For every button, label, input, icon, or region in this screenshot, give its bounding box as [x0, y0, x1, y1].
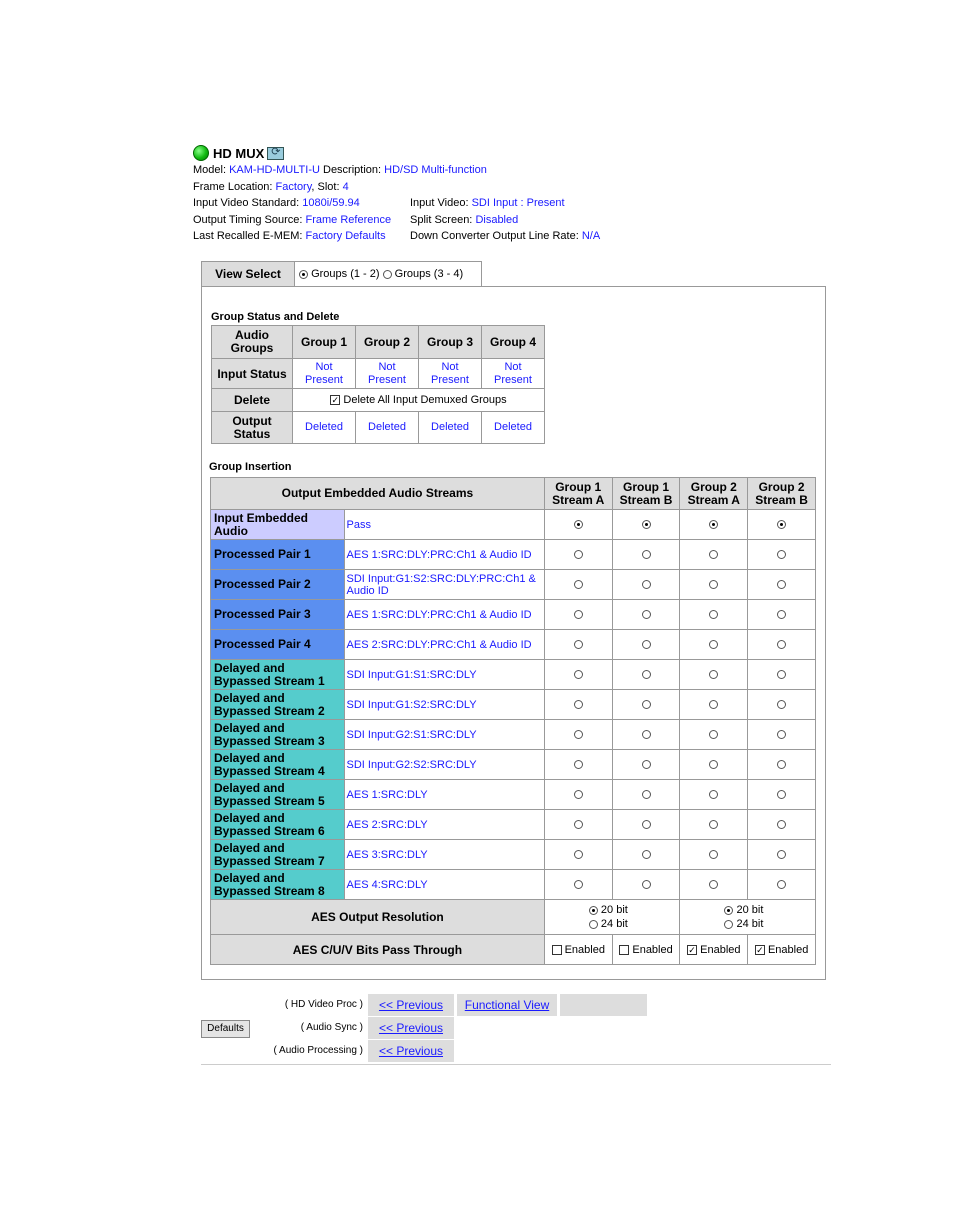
groups-3-4-radio[interactable]	[383, 270, 392, 279]
stream-radio[interactable]	[709, 760, 718, 769]
audio-groups-header: Audio Groups	[212, 326, 293, 359]
stream-col-header: Group 1 Stream A	[544, 478, 612, 510]
aes-resolution-g2: 20 bit 24 bit	[680, 900, 816, 935]
stream-radio-cell	[544, 750, 612, 780]
stream-radio-cell	[748, 600, 816, 630]
stream-radio[interactable]	[642, 820, 651, 829]
cuv-cell: Enabled	[612, 935, 680, 965]
stream-radio-cell	[748, 840, 816, 870]
previous-button[interactable]: << Previous	[368, 1040, 454, 1062]
output-status-label: Output Status	[212, 412, 293, 444]
stream-radio[interactable]	[574, 580, 583, 589]
row-source: AES 2:SRC:DLY	[344, 810, 544, 840]
stream-radio-cell	[748, 870, 816, 900]
stream-radio[interactable]	[777, 610, 786, 619]
stream-radio-cell	[544, 570, 612, 600]
row-source: Pass	[344, 510, 544, 540]
stream-radio[interactable]	[642, 850, 651, 859]
stream-radio[interactable]	[777, 580, 786, 589]
stream-radio-cell	[680, 780, 748, 810]
row-label: Delayed and Bypassed Stream 2	[211, 690, 345, 720]
input-status-value: Not Present	[482, 359, 545, 389]
row-label: Delayed and Bypassed Stream 8	[211, 870, 345, 900]
stream-radio[interactable]	[709, 880, 718, 889]
stream-radio[interactable]	[574, 610, 583, 619]
stream-radio[interactable]	[709, 580, 718, 589]
stream-radio[interactable]	[574, 670, 583, 679]
page-title: HD MUX	[213, 145, 265, 161]
stream-col-header: Group 2 Stream A	[680, 478, 748, 510]
stream-radio[interactable]	[574, 880, 583, 889]
input-status-value: Not Present	[356, 359, 419, 389]
insertion-row	[211, 840, 816, 870]
frame-line: Frame Location: Factory, Slot: 4	[193, 180, 349, 193]
cuv-checkbox[interactable]: ✓	[688, 944, 696, 955]
delete-label: Delete	[212, 389, 293, 412]
row-source: SDI Input:G2:S1:SRC:DLY	[344, 720, 544, 750]
cuv-cell: ✓ Enabled	[748, 935, 816, 965]
row-source: AES 2:SRC:DLY:PRC:Ch1 & Audio ID	[344, 630, 544, 660]
stream-radio[interactable]	[574, 700, 583, 709]
stream-radio[interactable]	[777, 820, 786, 829]
stream-radio[interactable]	[574, 550, 583, 559]
stream-radio[interactable]	[777, 520, 786, 529]
stream-radio-cell	[544, 810, 612, 840]
stream-radio[interactable]	[709, 520, 718, 529]
stream-radio-cell	[680, 750, 748, 780]
stream-radio[interactable]	[777, 850, 786, 859]
cuv-checkbox[interactable]	[619, 945, 629, 955]
audio-processing-label: ( Audio Processing )	[273, 1045, 363, 1056]
ots-line: Output Timing Source: Frame Reference Split Screen: Disabled	[193, 213, 519, 226]
insertion-row	[211, 870, 816, 900]
stream-radio[interactable]	[777, 730, 786, 739]
row-source: AES 3:SRC:DLY	[344, 840, 544, 870]
functional-view-button[interactable]: Functional View	[457, 994, 557, 1016]
stream-radio-cell	[544, 720, 612, 750]
stream-radio-cell	[612, 720, 680, 750]
stream-radio-cell	[748, 510, 816, 540]
stream-radio-cell	[748, 690, 816, 720]
stream-radio[interactable]	[777, 700, 786, 709]
stream-radio[interactable]	[642, 790, 651, 799]
stream-radio[interactable]	[574, 820, 583, 829]
stream-radio-cell	[612, 750, 680, 780]
row-source: SDI Input:G1:S2:SRC:DLY	[344, 690, 544, 720]
insertion-row	[211, 660, 816, 690]
group-header: Group 3	[419, 326, 482, 359]
stream-radio-cell	[544, 660, 612, 690]
row-source: SDI Input:G2:S2:SRC:DLY	[344, 750, 544, 780]
stream-radio[interactable]	[642, 580, 651, 589]
row-source: AES 4:SRC:DLY	[344, 870, 544, 900]
row-label: Processed Pair 4	[211, 630, 345, 660]
output-status-value: Deleted	[356, 412, 419, 444]
stream-radio[interactable]	[709, 850, 718, 859]
delete-cell: ✓ Delete All Input Demuxed Groups	[293, 389, 545, 412]
insertion-row	[211, 570, 816, 600]
stream-radio-cell	[612, 600, 680, 630]
stream-radio[interactable]	[642, 640, 651, 649]
stream-radio[interactable]	[709, 640, 718, 649]
stream-radio[interactable]	[642, 550, 651, 559]
stream-radio[interactable]	[574, 730, 583, 739]
stream-radio-cell	[544, 600, 612, 630]
insertion-row	[211, 750, 816, 780]
row-label: Delayed and Bypassed Stream 5	[211, 780, 345, 810]
stream-radio-cell	[680, 840, 748, 870]
group-status-table	[211, 325, 545, 444]
stream-radio-cell	[748, 750, 816, 780]
stream-radio-cell	[748, 570, 816, 600]
audio-sync-label: ( Audio Sync )	[300, 1022, 363, 1033]
previous-button[interactable]: << Previous	[368, 1017, 454, 1039]
row-label: Delayed and Bypassed Stream 4	[211, 750, 345, 780]
empty-nav-cell	[560, 994, 647, 1016]
stream-radio[interactable]	[574, 850, 583, 859]
stream-radio-cell	[612, 690, 680, 720]
emem-line: Last Recalled E-MEM: Factory Defaults Down Converter Output Line Rate: N/A	[193, 230, 601, 242]
stream-radio[interactable]	[574, 520, 583, 529]
stream-radio-cell	[612, 780, 680, 810]
stream-radio-cell	[680, 870, 748, 900]
stream-radio-cell	[748, 540, 816, 570]
groups-1-2-radio[interactable]	[299, 270, 308, 279]
stream-radio-cell	[544, 870, 612, 900]
stream-radio[interactable]	[709, 610, 718, 619]
stream-col-header: Group 1 Stream B	[612, 478, 680, 510]
stream-radio-cell	[612, 660, 680, 690]
input-status-label: Input Status	[212, 359, 293, 389]
stream-radio-cell	[680, 690, 748, 720]
output-status-value: Deleted	[482, 412, 545, 444]
stream-radio[interactable]	[709, 730, 718, 739]
stream-radio[interactable]	[709, 550, 718, 559]
insertion-row	[211, 630, 816, 660]
stream-radio[interactable]	[777, 550, 786, 559]
row-label: Processed Pair 3	[211, 600, 345, 630]
header	[193, 144, 601, 245]
stream-radio[interactable]	[574, 640, 583, 649]
stream-radio-cell	[680, 600, 748, 630]
stream-radio[interactable]	[574, 760, 583, 769]
stream-radio-cell	[748, 810, 816, 840]
view-select-options: Groups (1 - 2) Groups (3 - 4)	[295, 261, 482, 286]
cuv-cell: Enabled	[544, 935, 612, 965]
status-led-icon	[193, 145, 209, 161]
stream-radio-cell	[748, 780, 816, 810]
cuv-checkbox[interactable]: ✓	[756, 944, 764, 955]
stream-radio[interactable]	[777, 640, 786, 649]
stream-radio-cell	[612, 510, 680, 540]
stream-radio-cell	[612, 570, 680, 600]
cuv-cell: ✓ Enabled	[680, 935, 748, 965]
stream-radio-cell	[544, 840, 612, 870]
model-line: Model: KAM-HD-MULTI-U Description: HD/SD Multi-function	[193, 164, 487, 176]
stream-radio-cell	[612, 630, 680, 660]
row-source: AES 1:SRC:DLY	[344, 780, 544, 810]
stream-col-header: Group 2 Stream B	[748, 478, 816, 510]
stream-radio-cell	[612, 840, 680, 870]
stream-radio-cell	[612, 810, 680, 840]
stream-radio[interactable]	[642, 610, 651, 619]
input-status-value: Not Present	[419, 359, 482, 389]
group-insertion-title: Group Insertion	[209, 461, 292, 473]
insertion-row	[211, 690, 816, 720]
row-label: Delayed and Bypassed Stream 6	[211, 810, 345, 840]
res-24bit-radio[interactable]	[589, 920, 598, 929]
defaults-button[interactable]: Defaults	[201, 1020, 250, 1038]
stream-radio[interactable]	[709, 670, 718, 679]
stream-radio[interactable]	[642, 880, 651, 889]
stream-radio-cell	[748, 660, 816, 690]
stream-radio[interactable]	[642, 730, 651, 739]
row-label: Delayed and Bypassed Stream 3	[211, 720, 345, 750]
stream-radio-cell	[612, 540, 680, 570]
cuv-label: AES C/U/V Bits Pass Through	[211, 935, 545, 965]
aes-resolution-label: AES Output Resolution	[211, 900, 545, 935]
stream-radio-cell	[680, 630, 748, 660]
stream-radio[interactable]	[777, 760, 786, 769]
res-24bit-radio[interactable]	[724, 920, 733, 929]
stream-radio[interactable]	[777, 790, 786, 799]
stream-radio-cell	[748, 720, 816, 750]
output-status-value: Deleted	[293, 412, 356, 444]
main-panel	[201, 286, 826, 980]
group-insertion-table	[210, 477, 816, 965]
input-status-value: Not Present	[293, 359, 356, 389]
stream-radio[interactable]	[709, 790, 718, 799]
cuv-checkbox[interactable]	[552, 945, 562, 955]
insertion-row	[211, 780, 816, 810]
stream-radio[interactable]	[709, 820, 718, 829]
stream-radio[interactable]	[642, 700, 651, 709]
row-label: Processed Pair 1	[211, 540, 345, 570]
row-label: Delayed and Bypassed Stream 1	[211, 660, 345, 690]
group-header: Group 1	[293, 326, 356, 359]
stream-radio-cell	[544, 690, 612, 720]
group-header: Group 2	[356, 326, 419, 359]
stream-radio[interactable]	[642, 520, 651, 529]
row-source: SDI Input:G1:S1:SRC:DLY	[344, 660, 544, 690]
divider	[201, 1064, 831, 1065]
stream-radio-cell	[544, 630, 612, 660]
hd-video-proc-label: ( HD Video Proc )	[284, 999, 363, 1010]
row-label: Processed Pair 2	[211, 570, 345, 600]
group-status-title: Group Status and Delete	[211, 311, 340, 323]
stream-radio-cell	[612, 870, 680, 900]
stream-radio-cell	[680, 510, 748, 540]
refresh-icon[interactable]	[267, 147, 284, 160]
view-select	[201, 261, 482, 286]
stream-radio[interactable]	[777, 670, 786, 679]
stream-radio[interactable]	[642, 670, 651, 679]
stream-radio-cell	[680, 720, 748, 750]
delete-all-checkbox[interactable]: ✓	[331, 395, 340, 406]
insertion-row	[211, 810, 816, 840]
output-streams-header: Output Embedded Audio Streams	[211, 478, 545, 510]
stream-radio-cell	[680, 570, 748, 600]
ivs-line: Input Video Standard: 1080i/59.94 Input Video: SDI Input : Present	[193, 197, 565, 209]
row-label: Delayed and Bypassed Stream 7	[211, 840, 345, 870]
stream-radio-cell	[680, 810, 748, 840]
row-source: AES 1:SRC:DLY:PRC:Ch1 & Audio ID	[344, 600, 544, 630]
stream-radio[interactable]	[642, 760, 651, 769]
row-source: AES 1:SRC:DLY:PRC:Ch1 & Audio ID	[344, 540, 544, 570]
stream-radio[interactable]	[777, 880, 786, 889]
aes-resolution-g1: 20 bit 24 bit	[544, 900, 680, 935]
insertion-row	[211, 720, 816, 750]
stream-radio-cell	[680, 660, 748, 690]
stream-radio-cell	[544, 780, 612, 810]
view-select-label: View Select	[201, 261, 295, 286]
res-20bit-radio[interactable]	[724, 906, 733, 915]
insertion-row	[211, 510, 816, 540]
stream-radio-cell	[544, 540, 612, 570]
insertion-row	[211, 540, 816, 570]
previous-button[interactable]: << Previous	[368, 994, 454, 1016]
stream-radio-cell	[544, 510, 612, 540]
stream-radio[interactable]	[709, 700, 718, 709]
group-header: Group 4	[482, 326, 545, 359]
stream-radio-cell	[748, 630, 816, 660]
stream-radio-cell	[680, 540, 748, 570]
output-status-value: Deleted	[419, 412, 482, 444]
row-label: Input Embedded Audio	[211, 510, 345, 540]
insertion-row	[211, 600, 816, 630]
row-source: SDI Input:G1:S2:SRC:DLY:PRC:Ch1 & Audio ID	[344, 570, 544, 600]
res-20bit-radio[interactable]	[589, 906, 598, 915]
stream-radio[interactable]	[574, 790, 583, 799]
